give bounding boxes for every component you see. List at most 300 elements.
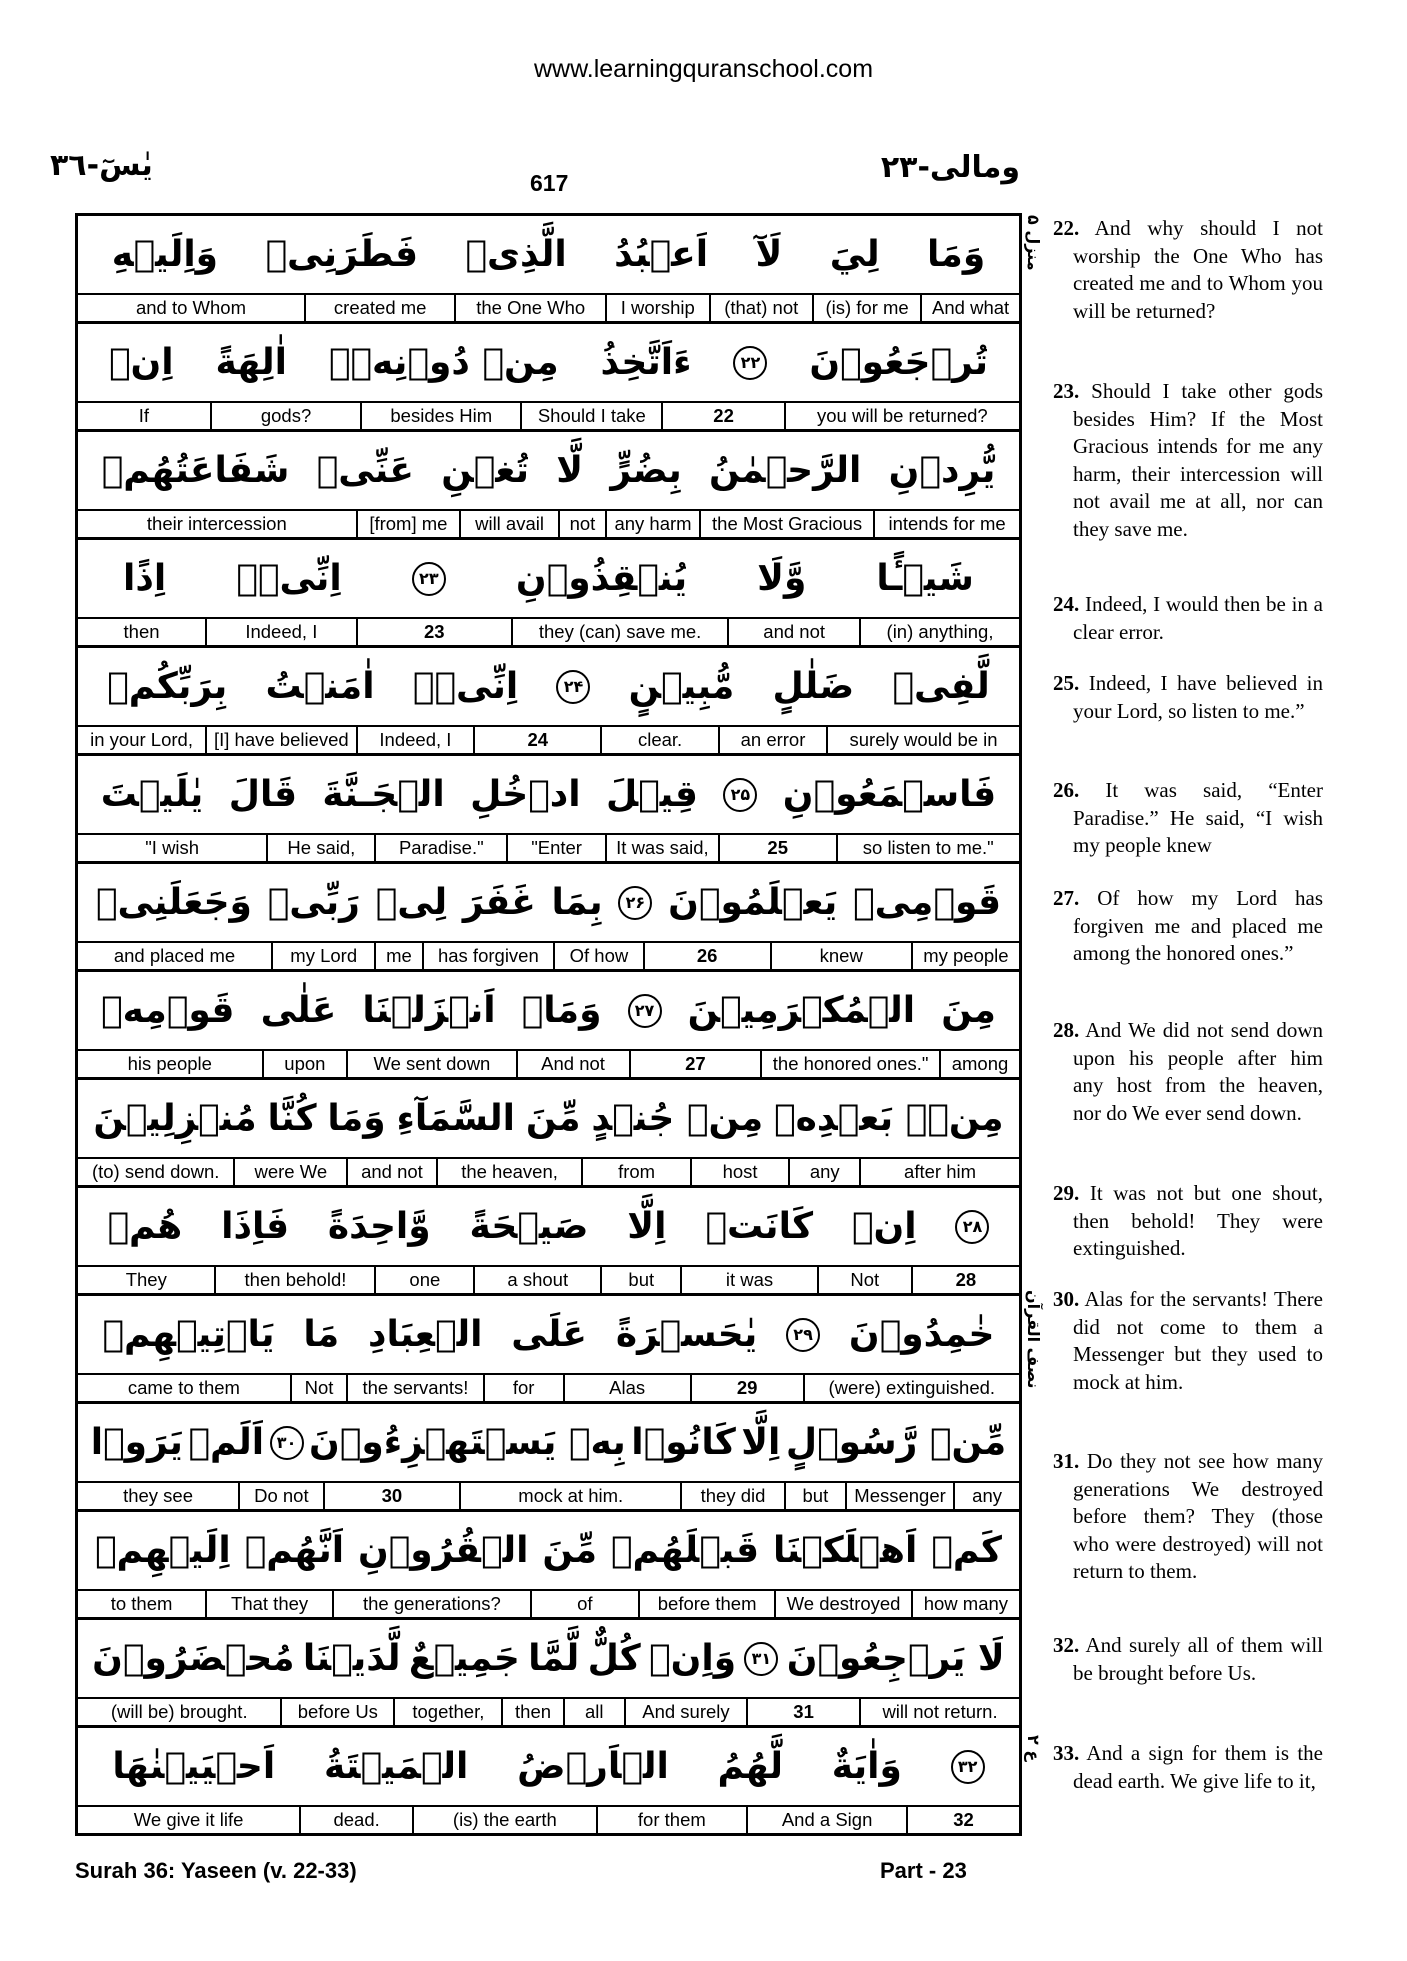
verse-number: 24. — [1053, 592, 1080, 616]
english-word-cell: came to them — [127, 1377, 240, 1398]
english-word-cell: together, — [393, 1699, 501, 1725]
english-word-cell: the honored ones." — [760, 1051, 939, 1077]
arabic-word: لَّدَيۡنَا — [302, 1638, 401, 1679]
arabic-word: وَّاحِدَةً — [327, 1206, 431, 1247]
verse-number: 27. — [1053, 886, 1080, 910]
verse-block — [78, 321, 1019, 429]
verse-number-cell: 30 — [323, 1483, 459, 1509]
arabic-row — [78, 756, 1019, 835]
arabic-word: اٰمَنۡتُ — [265, 666, 375, 707]
english-row — [78, 943, 1019, 969]
english-word-cell: one — [374, 1267, 473, 1293]
arabic-word: بِرَبِّكُمۡ — [107, 666, 228, 707]
english-word-cell: before Us — [280, 1699, 393, 1725]
english-row — [78, 835, 1019, 861]
english-word-cell: host — [690, 1159, 789, 1185]
arabic-word: مُّبِيۡنٍ — [628, 666, 735, 707]
verse-number: 22. — [1053, 216, 1080, 240]
arabic-word: عَلَى — [511, 1314, 588, 1355]
arabic-word: وَاٰيَةٌ — [831, 1746, 902, 1787]
arabic-word: اَحۡيَيۡنٰهَا — [112, 1746, 276, 1787]
english-word-cell: for — [483, 1375, 563, 1401]
arabic-word: السَّمَآءِ — [396, 1098, 515, 1139]
english-word-cell: but — [784, 1483, 845, 1509]
english-word-cell: dead. — [299, 1807, 412, 1833]
ayah-number-marker: ۳۲ — [951, 1750, 985, 1784]
english-row — [78, 727, 1019, 753]
english-word-cell: to them — [110, 1593, 173, 1614]
english-row — [78, 1699, 1019, 1725]
english-row — [78, 295, 1019, 321]
arabic-word: فَطَرَنِىۡ — [265, 234, 419, 275]
arabic-word: يُنۡقِذُوۡنِ — [515, 558, 688, 599]
english-word-cell: the servants! — [346, 1375, 482, 1401]
arabic-word: لَّمَّا — [528, 1638, 580, 1679]
arabic-row — [78, 1404, 1019, 1483]
verse-block — [78, 1617, 1019, 1725]
english-word-cell: then behold! — [214, 1267, 374, 1293]
verse-number-cell: 29 — [690, 1375, 803, 1401]
verse-block — [78, 1185, 1019, 1293]
english-row — [78, 1483, 1019, 1509]
verse-block — [78, 1401, 1019, 1509]
arabic-word: قَبۡلَهُمۡ — [610, 1530, 760, 1571]
arabic-word: مِّنَ — [525, 1098, 581, 1139]
arabic-word: لَآ — [755, 234, 783, 275]
english-word-cell: besides Him — [360, 403, 520, 429]
arabic-word: مِنۡۢ بَعۡدِهٖ — [774, 1098, 1004, 1139]
english-word-cell: me — [374, 943, 421, 969]
translation-verse — [1053, 1180, 1323, 1263]
margin-mark-manzil: منزل ۵ — [1024, 215, 1043, 271]
arabic-word: تُرۡجَعُوۡنَ — [809, 342, 988, 383]
arabic-word: مِنۡ جُنۡدٍ — [591, 1098, 764, 1139]
arabic-word: اَنۡزَلۡنَا — [362, 990, 496, 1031]
arabic-row — [78, 1080, 1019, 1159]
english-word-cell: in your Lord, — [90, 729, 193, 750]
english-word-cell: We destroyed — [774, 1591, 910, 1617]
arabic-word: مُنۡزِلِيۡنَ — [93, 1098, 257, 1139]
arabic-word: اِلَّا — [741, 1422, 781, 1463]
english-word-cell: all — [563, 1699, 624, 1725]
english-word-cell: Indeed, I — [205, 619, 356, 645]
verse-text: And We did not send down upon his people after him any host from the heaven, nor do We ever send down. — [1073, 1018, 1323, 1125]
verse-block — [78, 861, 1019, 969]
verse-number: 31. — [1053, 1449, 1080, 1473]
english-word-cell: [from] me — [356, 511, 460, 537]
english-row — [78, 619, 1019, 645]
english-word-cell: Of how — [553, 943, 642, 969]
arabic-word: يٰلَيۡتَ — [100, 774, 204, 815]
english-word-cell: Indeed, I — [356, 727, 474, 753]
english-word-cell: That they — [205, 1591, 332, 1617]
arabic-word: اَهۡلَكۡنَا — [772, 1530, 918, 1571]
ayah-number-marker: ۲۹ — [786, 1318, 820, 1352]
english-word-cell: Paradise." — [374, 835, 506, 861]
english-row — [78, 1591, 1019, 1617]
verse-number-cell: 22 — [661, 403, 783, 429]
english-word-cell: of — [530, 1591, 638, 1617]
english-word-cell: from — [581, 1159, 689, 1185]
verse-block — [78, 753, 1019, 861]
arabic-word: هُمۡ — [107, 1206, 183, 1247]
english-row — [78, 1267, 1019, 1293]
ayah-number-marker: ۲۳ — [412, 562, 446, 596]
arabic-word: عَنِّىۡ — [316, 450, 414, 491]
english-word-cell: how many — [911, 1591, 1019, 1617]
english-word-cell: Not — [817, 1267, 911, 1293]
verse-number: 26. — [1053, 778, 1080, 802]
arabic-word: شَفَاعَتُهُمۡ — [101, 450, 290, 491]
english-word-cell: you will be returned? — [784, 403, 1019, 429]
arabic-row — [78, 648, 1019, 727]
verse-text: Do they not see how many generations We destroyed before them? They (those who were destroyed) will not return to them. — [1073, 1449, 1323, 1583]
arabic-word: اِلَّا — [627, 1206, 667, 1247]
arabic-row — [78, 432, 1019, 511]
english-word-cell: so listen to me." — [836, 835, 1019, 861]
verse-text: Of how my Lord has forgiven me and placed me among the honored ones.” — [1073, 886, 1323, 965]
english-word-cell: (in) anything, — [859, 619, 1019, 645]
english-word-cell: It was said, — [605, 835, 718, 861]
arabic-word: اِذًا — [123, 558, 167, 599]
arabic-word: مِنَ — [941, 990, 996, 1031]
english-word-cell: and to Whom — [135, 297, 246, 318]
translation-verse — [1053, 1286, 1323, 1396]
arabic-word: ضَلٰلٍ — [772, 666, 855, 707]
verse-number: 33. — [1053, 1741, 1080, 1765]
verse-block — [78, 1725, 1019, 1833]
english-word-cell: my Lord — [271, 943, 375, 969]
english-word-cell: (will be) brought. — [110, 1701, 248, 1722]
arabic-word: وَمَاۤ — [521, 990, 602, 1031]
verse-number: 32. — [1053, 1633, 1080, 1657]
arabic-word: قِيۡلَ — [605, 774, 698, 815]
english-word-cell: gods? — [210, 403, 361, 429]
english-word-cell: I worship — [605, 295, 709, 321]
english-word-cell: they (can) save me. — [511, 619, 727, 645]
verse-text: It was said, “Enter Paradise.” He said, “I wish my people knew — [1073, 778, 1323, 857]
arabic-word: مِّنۡ رَّسُوۡلٍ — [785, 1422, 1007, 1463]
verse-number: 30. — [1053, 1287, 1080, 1311]
arabic-word: قَالَ — [228, 774, 298, 815]
arabic-row — [78, 540, 1019, 619]
verse-text: Alas for the servants! There did not come to them a Messenger but they used to mock at him. — [1073, 1287, 1323, 1394]
translation-verse — [1053, 1632, 1323, 1687]
arabic-word: مُحۡضَرُوۡنَ — [92, 1638, 295, 1679]
verse-number-cell: 31 — [746, 1699, 859, 1725]
verse-text: Indeed, I would then be in a clear error. — [1073, 592, 1323, 644]
english-word-cell: Alas — [563, 1375, 690, 1401]
arabic-word: جَمِيۡعٌ — [408, 1638, 520, 1679]
arabic-word: يَاۡتِيۡهِمۡ — [102, 1314, 275, 1355]
arabic-word: الۡمَيۡتَةُ — [323, 1746, 469, 1787]
english-word-cell: Not — [290, 1375, 346, 1401]
english-word-cell: We sent down — [346, 1051, 515, 1077]
footer-part: Part - 23 — [880, 1858, 967, 1883]
translation-verse — [1053, 885, 1323, 968]
english-word-cell: Messenger — [845, 1483, 953, 1509]
verse-block — [78, 216, 1019, 321]
english-word-cell: their intercession — [146, 513, 287, 534]
arabic-word: ادۡخُلِ — [470, 774, 581, 815]
english-word-cell: among — [939, 1051, 1019, 1077]
ayah-number-marker: ۲۶ — [618, 886, 652, 920]
arabic-word: مِنۡ دُوۡنِهٖۤ — [328, 342, 559, 383]
english-word-cell: mock at him. — [459, 1483, 680, 1509]
english-word-cell: Should I take — [520, 403, 661, 429]
arabic-word: وَمَا — [927, 234, 986, 275]
arabic-word: الۡقُرُوۡنِ — [357, 1530, 529, 1571]
english-row — [78, 1051, 1019, 1077]
english-word-cell: will not return. — [859, 1699, 1019, 1725]
verse-number-cell: 28 — [911, 1267, 1019, 1293]
arabic-word: يَعۡلَمُوۡنَ — [668, 882, 838, 923]
english-row — [78, 511, 1019, 537]
verse-block — [78, 1293, 1019, 1401]
english-row — [78, 1807, 1019, 1833]
translation-verse — [1053, 1017, 1323, 1127]
english-row — [78, 1159, 1019, 1185]
arabic-word: يٰحَسۡرَةً — [615, 1314, 758, 1355]
arabic-word: فَاسۡمَعُوۡنِ — [782, 774, 997, 815]
arabic-row — [78, 324, 1019, 403]
english-word-cell: (is) for me — [812, 295, 920, 321]
english-word-cell: the One Who — [454, 295, 605, 321]
arabic-word: كَانُوۡا — [631, 1422, 736, 1463]
ayah-number-marker: ۲۵ — [723, 778, 757, 812]
english-word-cell: the Most Gracious — [699, 511, 873, 537]
arabic-word: لَّا — [556, 450, 584, 491]
english-word-cell: "Enter — [506, 835, 605, 861]
arabic-word: كُنَّا — [267, 1098, 317, 1139]
page-number: 617 — [530, 170, 569, 196]
verse-number: 28. — [1053, 1018, 1080, 1042]
arabic-row — [78, 864, 1019, 943]
english-word-cell: and not — [346, 1159, 435, 1185]
arabic-word: اَعۡبُدُ — [614, 234, 709, 275]
verse-block — [78, 1509, 1019, 1617]
arabic-row — [78, 216, 1019, 295]
arabic-row — [78, 972, 1019, 1051]
margin-mark-ruku: ع ۲ — [1024, 1735, 1043, 1762]
margin-mark-half: نصف القرآن — [1024, 1290, 1043, 1389]
ayah-number-marker: ۲۷ — [628, 994, 662, 1028]
english-row — [78, 403, 1019, 429]
arabic-row — [78, 1512, 1019, 1591]
arabic-word: وَاِنۡ — [649, 1638, 737, 1679]
english-word-cell: and placed me — [113, 945, 236, 966]
arabic-word: عَلٰى — [260, 990, 337, 1031]
translation-verse — [1053, 378, 1323, 543]
verse-text: And why should I not worship the One Who has created me and to Whom you will be returned? — [1073, 216, 1323, 323]
translation-verse — [1053, 670, 1323, 725]
translation-verse — [1053, 215, 1323, 325]
arabic-word: تُغۡنِ — [441, 450, 530, 491]
arabic-word: غَفَرَ — [462, 882, 536, 923]
ayah-number-marker: ۲۲ — [733, 346, 767, 380]
arabic-row — [78, 1296, 1019, 1375]
english-word-cell: upon — [262, 1051, 347, 1077]
verse-number: 29. — [1053, 1181, 1080, 1205]
english-word-cell: the generations? — [332, 1591, 530, 1617]
english-word-cell: then — [123, 621, 160, 642]
english-word-cell: the heaven, — [436, 1159, 582, 1185]
ayah-number-marker: ۲۸ — [955, 1210, 989, 1244]
arabic-word: اَنَّهُمۡ — [244, 1530, 345, 1571]
verse-number-cell: 32 — [906, 1807, 1019, 1833]
arabic-word: رَبِّىۡ — [267, 882, 360, 923]
arabic-word: قَوۡمِهٖ — [101, 990, 235, 1031]
verse-block — [78, 645, 1019, 753]
verse-number-cell: 25 — [718, 835, 836, 861]
english-word-cell: they did — [680, 1483, 784, 1509]
arabic-word: ءَاَتَّخِذُ — [600, 342, 692, 383]
english-word-cell: and not — [727, 619, 859, 645]
english-word-cell: "I wish — [145, 837, 200, 858]
english-word-cell: If — [138, 405, 150, 426]
arabic-word: اِنۡ — [108, 342, 174, 383]
arabic-word: مَا — [303, 1314, 340, 1355]
arabic-word: الَّذِىۡ — [465, 234, 567, 275]
english-word-cell: (that) not — [709, 295, 813, 321]
arabic-row — [78, 1188, 1019, 1267]
arabic-word: اِلَيۡهِمۡ — [94, 1530, 231, 1571]
ayah-number-marker: ۲۴ — [556, 670, 590, 704]
arabic-word: يُّرِدۡنِ — [888, 450, 996, 491]
verse-text: And surely all of them will be brought before Us. — [1073, 1633, 1324, 1685]
english-word-cell: They — [125, 1269, 167, 1290]
arabic-word: لِيَ — [829, 234, 880, 275]
english-word-cell: (to) send down. — [91, 1161, 220, 1182]
arabic-word: لَا يَرۡجِعُوۡنَ — [786, 1638, 1005, 1679]
english-word-cell: for them — [596, 1807, 747, 1833]
arabic-word: مِّنَ — [542, 1530, 598, 1571]
verse-block — [78, 537, 1019, 645]
arabic-word: لِىۡ — [375, 882, 448, 923]
part-header-arabic: ومالی-٢٣ — [880, 150, 1020, 185]
verse-text: Indeed, I have believed in your Lord, so listen to me.” — [1073, 671, 1323, 723]
arabic-word: الۡمُكۡرَمِيۡنَ — [687, 990, 916, 1031]
arabic-word: كَانَتۡ — [705, 1206, 814, 1247]
english-word-cell: but — [600, 1267, 680, 1293]
arabic-word: وَاِلَيۡهِ — [111, 234, 219, 275]
english-word-cell: clear. — [600, 727, 718, 753]
english-word-cell: any harm — [605, 511, 699, 537]
arabic-word: يَرَوۡا — [90, 1422, 183, 1463]
arabic-word: بِمَا — [551, 882, 603, 923]
arabic-word: الرَّحۡمٰنُ — [709, 450, 862, 491]
arabic-word: شَيۡـًٔا — [876, 558, 974, 599]
arabic-word: اِنۡ — [851, 1206, 917, 1247]
arabic-word: فَاِذَا — [221, 1206, 290, 1247]
english-word-cell: Do not — [238, 1483, 323, 1509]
english-word-cell: before them — [638, 1591, 774, 1617]
arabic-row — [78, 1728, 1019, 1807]
english-word-cell: it was — [680, 1267, 816, 1293]
english-word-cell: were We — [233, 1159, 346, 1185]
verse-number-cell: 27 — [629, 1051, 761, 1077]
english-word-cell: And what — [920, 295, 1019, 321]
arabic-word: الۡاَرۡضُ — [517, 1746, 669, 1787]
arabic-word: اِنِّىۡۤ — [236, 558, 342, 599]
english-word-cell: surely would be in — [826, 727, 1019, 753]
english-word-cell: And surely — [624, 1699, 746, 1725]
verse-block — [78, 429, 1019, 537]
verse-number-cell: 24 — [473, 727, 600, 753]
arabic-row — [78, 1620, 1019, 1699]
verse-text: And a sign for them is the dead earth. We give life to it, — [1073, 1741, 1323, 1793]
arabic-word: وَجَعَلَنِىۡ — [95, 882, 252, 923]
arabic-word: بِهٖ يَسۡتَهۡزِءُوۡنَ — [309, 1422, 626, 1463]
verse-number-cell: 23 — [356, 619, 511, 645]
arabic-word: بِضُرٍّ — [610, 450, 682, 491]
english-word-cell: (is) the earth — [412, 1807, 595, 1833]
verse-text: It was not but one shout, then behold! They were extinguished. — [1073, 1181, 1324, 1260]
arabic-word: وَمَا — [327, 1098, 386, 1139]
arabic-word: لَّفِىۡ — [892, 666, 990, 707]
english-word-cell: after him — [859, 1159, 1019, 1185]
english-word-cell: my people — [911, 943, 1019, 969]
verse-block — [78, 969, 1019, 1077]
english-word-cell: knew — [770, 943, 911, 969]
english-row — [78, 1375, 1019, 1401]
arabic-word: خٰمِدُوۡنَ — [848, 1314, 995, 1355]
english-word-cell: a shout — [473, 1267, 600, 1293]
english-word-cell: any — [953, 1483, 1019, 1509]
english-word-cell: [I] have believed — [205, 727, 356, 753]
arabic-word: كَمۡ — [931, 1530, 1002, 1571]
arabic-word: وَّلَا — [757, 558, 807, 599]
english-word-cell: his people — [127, 1053, 212, 1074]
english-word-cell: And a Sign — [746, 1807, 906, 1833]
ayah-number-marker: ۳۱ — [744, 1642, 778, 1676]
english-word-cell: created me — [304, 295, 455, 321]
translation-verse — [1053, 1448, 1323, 1586]
english-word-cell: has forgiven — [422, 943, 554, 969]
translation-verse — [1053, 1740, 1323, 1795]
surah-header-arabic: يٰسٓ-٣٦ — [50, 148, 153, 183]
arabic-word: لَّهُمُ — [717, 1746, 784, 1787]
verse-text: Should I take other gods besides Him? If the Most Gracious intends for me any harm, their intercession will not avail me at all, nor can they save me. — [1073, 379, 1323, 541]
arabic-word: قَوۡمِىۡ — [853, 882, 1002, 923]
verse-number: 25. — [1053, 671, 1080, 695]
english-word-cell: they see — [123, 1485, 194, 1506]
ayah-number-marker: ۳۰ — [270, 1426, 304, 1460]
english-word-cell: intends for me — [873, 511, 1019, 537]
english-word-cell: He said, — [266, 835, 374, 861]
english-word-cell: not — [558, 511, 605, 537]
translation-verse — [1053, 777, 1323, 860]
verse-number-cell: 26 — [643, 943, 770, 969]
english-word-cell: then — [501, 1699, 562, 1725]
english-word-cell: any — [788, 1159, 859, 1185]
arabic-word: اٰلِهَةً — [215, 342, 287, 383]
verse-block — [78, 1077, 1019, 1185]
verse-number: 23. — [1053, 379, 1080, 403]
english-word-cell: will avail — [459, 511, 558, 537]
site-url: www.learningquranschool.com — [533, 55, 874, 83]
english-word-cell: (were) extinguished. — [803, 1375, 1019, 1401]
english-word-cell: And not — [516, 1051, 629, 1077]
footer-surah: Surah 36: Yaseen (v. 22-33) — [75, 1858, 357, 1883]
arabic-word: اَلَمۡ — [188, 1422, 265, 1463]
arabic-word: كُلٌّ — [587, 1638, 641, 1679]
arabic-word: الۡعِبَادِ — [367, 1314, 483, 1355]
arabic-word: اِنِّىۡۤ — [412, 666, 519, 707]
word-by-word-table — [75, 213, 1022, 1836]
english-word-cell: We give it life — [133, 1809, 244, 1830]
arabic-word: الۡجَـنَّةَ — [322, 774, 445, 815]
